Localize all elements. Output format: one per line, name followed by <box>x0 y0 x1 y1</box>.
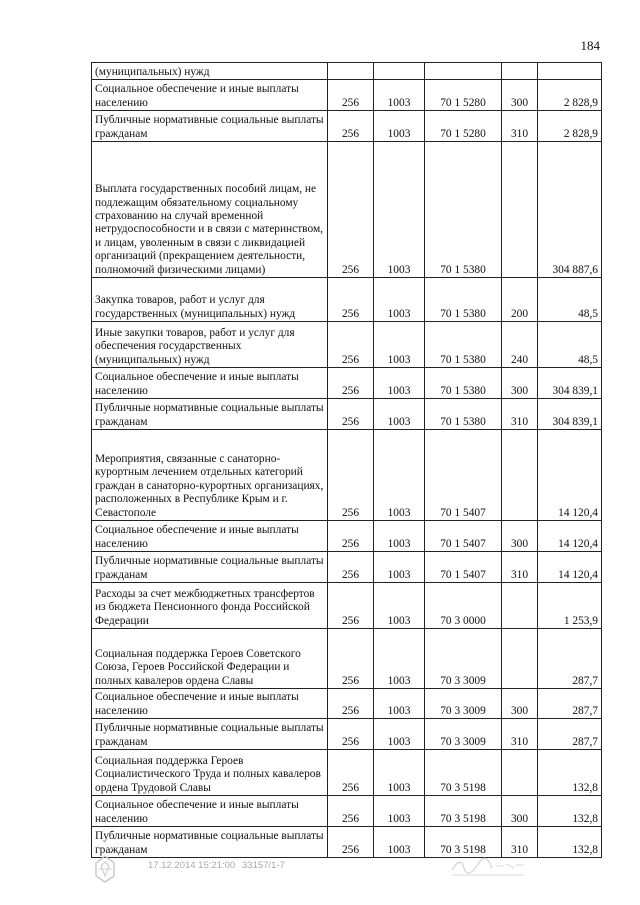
row-section-code: 1003 <box>374 750 425 796</box>
row-description: Публичные нормативные социальные выплаты гражданам <box>92 111 328 142</box>
row-expense-type: 310 <box>502 111 538 142</box>
row-amount: 287,7 <box>538 629 602 689</box>
row-description: Иные закупки товаров, работ и услуг для обеспечения государственных (муниципальных) нужд <box>92 322 328 368</box>
row-section-code: 1003 <box>374 368 425 399</box>
row-target-article: 70 3 5198 <box>425 750 502 796</box>
row-expense-type <box>502 583 538 629</box>
row-ministry-code <box>328 63 374 80</box>
page-number: 184 <box>580 38 600 53</box>
row-amount: 14 120,4 <box>538 552 602 583</box>
row-description: Публичные нормативные социальные выплаты гражданам <box>92 719 328 750</box>
row-description: Публичные нормативные социальные выплаты гражданам <box>92 552 328 583</box>
row-ministry-code: 256 <box>328 827 374 858</box>
row-target-article: 70 1 5280 <box>425 111 502 142</box>
signature-mark-icon <box>448 854 528 880</box>
row-description: Социальное обеспечение и иные выплаты населению <box>92 521 328 552</box>
row-ministry-code: 256 <box>328 278 374 322</box>
row-ministry-code: 256 <box>328 689 374 719</box>
row-expense-type: 310 <box>502 719 538 750</box>
row-section-code: 1003 <box>374 719 425 750</box>
row-target-article: 70 1 5380 <box>425 368 502 399</box>
row-amount: 287,7 <box>538 719 602 750</box>
row-amount: 48,5 <box>538 322 602 368</box>
row-expense-type: 300 <box>502 368 538 399</box>
row-expense-type: 300 <box>502 521 538 552</box>
row-expense-type <box>502 142 538 278</box>
row-description: Выплата государственных пособий лицам, не подлежащим обязательному социальному страхованию на случай временной нетрудоспособности и в связи с материнством, и лицам, уволенным в связи с ликвидацией организаций (прекращением деятельности, полномочий физическими лицами) <box>92 142 328 278</box>
row-expense-type <box>502 750 538 796</box>
registry-stamp-icon <box>92 854 118 884</box>
row-description: Социальная поддержка Героев Социалистического Труда и полных кавалеров ордена Трудовой Славы <box>92 750 328 796</box>
row-section-code: 1003 <box>374 322 425 368</box>
row-amount: 1 253,9 <box>538 583 602 629</box>
row-description: Социальное обеспечение и иные выплаты населению <box>92 796 328 827</box>
row-ministry-code: 256 <box>328 796 374 827</box>
row-target-article: 70 1 5380 <box>425 142 502 278</box>
row-target-article: 70 1 5380 <box>425 399 502 430</box>
row-expense-type: 310 <box>502 827 538 858</box>
row-description: Социальное обеспечение и иные выплаты населению <box>92 689 328 719</box>
table-row <box>92 796 602 827</box>
row-section-code: 1003 <box>374 399 425 430</box>
row-amount: 304 887,6 <box>538 142 602 278</box>
row-target-article: 70 3 3009 <box>425 719 502 750</box>
row-section-code: 1003 <box>374 629 425 689</box>
row-description: (муниципальных) нужд <box>92 63 328 80</box>
row-section-code: 1003 <box>374 552 425 583</box>
row-description: Мероприятия, связанные с санаторно-курортным лечением отдельных категорий граждан в санаторно-курортных организациях, расположенных в Республике Крым и г. Севастополе <box>92 430 328 521</box>
row-target-article: 70 3 3009 <box>425 629 502 689</box>
row-section-code: 1003 <box>374 521 425 552</box>
row-target-article: 70 3 5198 <box>425 827 502 858</box>
table-row <box>92 583 602 629</box>
table-row <box>92 399 602 430</box>
table-row <box>92 142 602 278</box>
row-section-code <box>374 63 425 80</box>
row-ministry-code: 256 <box>328 750 374 796</box>
table-row <box>92 521 602 552</box>
row-amount: 2 828,9 <box>538 111 602 142</box>
row-expense-type: 200 <box>502 278 538 322</box>
row-amount: 14 120,4 <box>538 521 602 552</box>
row-amount: 132,8 <box>538 750 602 796</box>
row-ministry-code: 256 <box>328 142 374 278</box>
row-description: Закупка товаров, работ и услуг для государственных (муниципальных) нужд <box>92 278 328 322</box>
table-row <box>92 111 602 142</box>
footer-date: 17.12.2014 15:21:00 <box>148 860 236 871</box>
row-expense-type <box>502 629 538 689</box>
footer-document-code: 33157/1-7 <box>242 860 285 871</box>
row-section-code: 1003 <box>374 111 425 142</box>
row-description: Социальная поддержка Героев Советского Союза, Героев Российской Федерации и полных кавалеров ордена Славы <box>92 629 328 689</box>
row-expense-type: 300 <box>502 80 538 111</box>
row-section-code: 1003 <box>374 278 425 322</box>
row-expense-type <box>502 63 538 80</box>
row-ministry-code: 256 <box>328 583 374 629</box>
row-ministry-code: 256 <box>328 552 374 583</box>
row-target-article <box>425 63 502 80</box>
row-ministry-code: 256 <box>328 322 374 368</box>
row-expense-type: 300 <box>502 796 538 827</box>
row-section-code: 1003 <box>374 796 425 827</box>
table-row <box>92 368 602 399</box>
row-target-article: 70 1 5407 <box>425 521 502 552</box>
row-amount: 132,8 <box>538 796 602 827</box>
row-target-article: 70 1 5380 <box>425 278 502 322</box>
row-expense-type: 240 <box>502 322 538 368</box>
row-ministry-code: 256 <box>328 719 374 750</box>
row-expense-type <box>502 430 538 521</box>
row-ministry-code: 256 <box>328 399 374 430</box>
row-section-code: 1003 <box>374 583 425 629</box>
table-row <box>92 750 602 796</box>
page-footer <box>92 850 602 890</box>
row-amount: 304 839,1 <box>538 368 602 399</box>
budget-table-body <box>92 63 602 858</box>
row-expense-type: 300 <box>502 689 538 719</box>
row-ministry-code: 256 <box>328 430 374 521</box>
row-ministry-code: 256 <box>328 521 374 552</box>
row-description: Расходы за счет межбюджетных трансфертов из бюджета Пенсионного фонда Российской Федерации <box>92 583 328 629</box>
row-description: Публичные нормативные социальные выплаты гражданам <box>92 399 328 430</box>
row-target-article: 70 3 5198 <box>425 796 502 827</box>
row-target-article: 70 1 5380 <box>425 322 502 368</box>
row-target-article: 70 1 5407 <box>425 430 502 521</box>
row-section-code: 1003 <box>374 142 425 278</box>
row-section-code: 1003 <box>374 689 425 719</box>
row-section-code: 1003 <box>374 80 425 111</box>
row-amount: 304 839,1 <box>538 399 602 430</box>
row-section-code: 1003 <box>374 430 425 521</box>
row-amount: 287,7 <box>538 689 602 719</box>
table-row <box>92 719 602 750</box>
row-description: Публичные нормативные социальные выплаты гражданам <box>92 827 328 858</box>
table-row <box>92 322 602 368</box>
budget-table <box>91 62 602 858</box>
row-amount: 2 828,9 <box>538 80 602 111</box>
table-row <box>92 430 602 521</box>
row-description: Социальное обеспечение и иные выплаты населению <box>92 368 328 399</box>
row-target-article: 70 3 3009 <box>425 689 502 719</box>
row-section-code: 1003 <box>374 827 425 858</box>
row-ministry-code: 256 <box>328 629 374 689</box>
row-description: Социальное обеспечение и иные выплаты населению <box>92 80 328 111</box>
row-expense-type: 310 <box>502 399 538 430</box>
table-row <box>92 689 602 719</box>
row-ministry-code: 256 <box>328 111 374 142</box>
table-row <box>92 629 602 689</box>
row-amount: 14 120,4 <box>538 430 602 521</box>
table-row <box>92 552 602 583</box>
row-target-article: 70 1 5407 <box>425 552 502 583</box>
table-row <box>92 278 602 322</box>
table-row <box>92 80 602 111</box>
row-expense-type: 310 <box>502 552 538 583</box>
row-amount: 48,5 <box>538 278 602 322</box>
row-amount <box>538 63 602 80</box>
table-row <box>92 63 602 80</box>
row-amount: 132,8 <box>538 827 602 858</box>
row-ministry-code: 256 <box>328 80 374 111</box>
row-target-article: 70 3 0000 <box>425 583 502 629</box>
row-target-article: 70 1 5280 <box>425 80 502 111</box>
row-ministry-code: 256 <box>328 368 374 399</box>
